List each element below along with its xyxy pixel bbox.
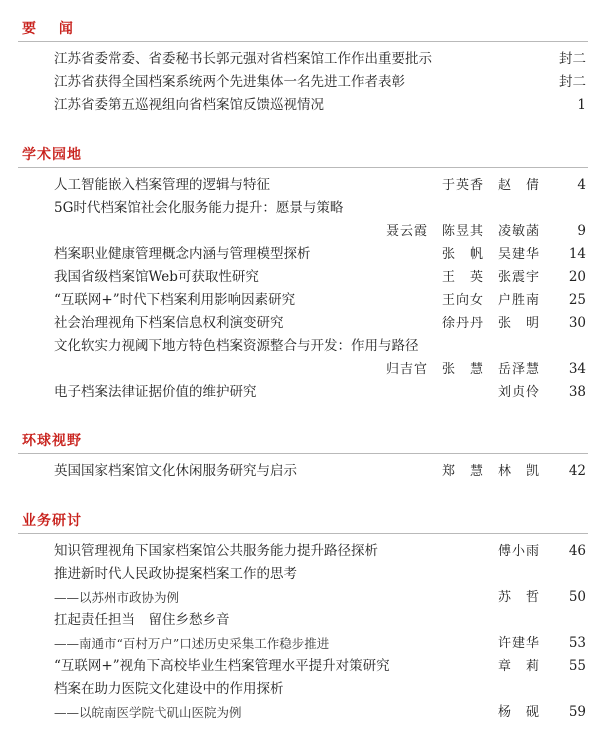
section-header (18, 430, 588, 454)
entry-title: “互联网+”视角下高校毕业生档案管理水平提升对策研究 (54, 658, 390, 674)
section-global (18, 430, 588, 483)
entry-title: 扛起责任担当 留住乡愁乡音 (54, 612, 230, 628)
section-header (18, 510, 588, 534)
section-academic (18, 144, 588, 404)
section-news (18, 18, 588, 117)
entry-author: 许建华 (497, 636, 540, 651)
entry-page: 9 (577, 223, 586, 239)
toc-entry[interactable] (18, 289, 588, 312)
entry-title: 5G时代档案馆社会化服务能力提升：愿景与策略 (54, 200, 344, 216)
toc-entry[interactable] (18, 678, 588, 701)
toc-entry[interactable] (18, 381, 588, 404)
entry-page: 25 (568, 292, 586, 308)
toc-entry[interactable] (18, 609, 588, 632)
entry-author: 章 莉 (497, 659, 540, 674)
toc-entry[interactable] (18, 174, 588, 197)
entry-title: 推进新时代人民政协提案档案工作的思考 (54, 566, 297, 582)
toc-entry-subtitle[interactable] (18, 586, 588, 609)
toc-entry[interactable] (18, 563, 588, 586)
entry-title: 江苏省委第五巡视组向省档案馆反馈巡视情况 (54, 97, 324, 113)
entry-author: 郑 慧 林 凯 (441, 464, 540, 479)
entry-title: 社会治理视角下档案信息权利演变研究 (54, 315, 284, 331)
entry-author: 刘贞伶 (497, 385, 540, 400)
entry-title: 档案职业健康管理概念内涵与管理模型探析 (54, 246, 311, 262)
entry-title: 档案在助力医院文化建设中的作用探析 (54, 681, 284, 697)
entry-page: 封二 (559, 74, 586, 90)
toc-entry-continuation[interactable] (18, 358, 588, 381)
entry-author: 归吉官 张 慧 岳泽慧 (385, 362, 540, 377)
section-header (18, 18, 588, 42)
section-practice (18, 510, 588, 724)
entry-page: 封二 (559, 51, 586, 67)
section-title: 业务研讨 (22, 513, 82, 529)
section-title: 环球视野 (22, 433, 82, 449)
toc-entry-subtitle[interactable] (18, 632, 588, 655)
section-title: 要 闻 (22, 21, 82, 37)
toc-entry[interactable] (18, 94, 588, 117)
toc-entry[interactable] (18, 540, 588, 563)
toc-entry[interactable] (18, 266, 588, 289)
entry-author: 王 英 张震宇 (441, 270, 540, 285)
entry-title: 英国国家档案馆文化休闲服务研究与启示 (54, 463, 297, 479)
entry-author: 苏 哲 (497, 590, 540, 605)
entry-page: 20 (568, 269, 586, 285)
entry-page: 53 (568, 635, 586, 651)
toc-entry-subtitle[interactable] (18, 701, 588, 724)
entry-title: 江苏省委常委、省委秘书长郭元强对省档案馆工作作出重要批示 (54, 51, 432, 67)
section-header (18, 144, 588, 168)
toc-entry[interactable] (18, 335, 588, 358)
entry-title: 电子档案法律证据价值的维护研究 (54, 384, 257, 400)
entry-page: 34 (568, 361, 586, 377)
toc-entry[interactable] (18, 71, 588, 94)
entry-subtitle: ——以皖南医学院弋矶山医院为例 (54, 705, 242, 720)
entry-page: 59 (568, 704, 586, 720)
toc-entry[interactable] (18, 48, 588, 71)
entry-title: 人工智能嵌入档案管理的逻辑与特征 (54, 177, 270, 193)
toc-entry[interactable] (18, 243, 588, 266)
toc-entry-continuation[interactable] (18, 220, 588, 243)
entry-author: 傅小雨 (497, 544, 540, 559)
toc-entry[interactable] (18, 312, 588, 335)
entry-author: 王向女 户胜南 (441, 293, 540, 308)
entry-title: 我国省级档案馆Web可获取性研究 (54, 269, 259, 285)
entry-subtitle: ——南通市“百村万户”口述历史采集工作稳步推进 (54, 636, 330, 651)
entry-page: 30 (568, 315, 586, 331)
entry-page: 55 (568, 658, 586, 674)
entry-title: “互联网+”时代下档案利用影响因素研究 (54, 292, 296, 308)
toc-entry[interactable] (18, 655, 588, 678)
toc-entry[interactable] (18, 460, 588, 483)
entry-author: 徐丹丹 张 明 (441, 316, 540, 331)
entry-page: 50 (568, 589, 586, 605)
toc-entry[interactable] (18, 197, 588, 220)
entry-page: 38 (568, 384, 586, 400)
entry-page: 46 (568, 543, 586, 559)
entry-subtitle: ——以苏州市政协为例 (54, 590, 180, 605)
entry-author: 于英香 赵 倩 (441, 178, 540, 193)
entry-title: 文化软实力视阈下地方特色档案资源整合与开发：作用与路径 (54, 338, 419, 354)
entry-page: 1 (577, 97, 586, 113)
entry-title: 知识管理视角下国家档案馆公共服务能力提升路径探析 (54, 543, 378, 559)
entry-page: 14 (568, 246, 586, 262)
entry-author: 张 帆 吴建华 (441, 247, 540, 262)
entry-author: 杨 砚 (497, 705, 540, 720)
entry-title: 江苏省获得全国档案系统两个先进集体一名先进工作者表彰 (54, 74, 405, 90)
section-title: 学术园地 (22, 147, 82, 163)
entry-author: 聂云霞 陈昱其 凌敏菡 (385, 224, 540, 239)
entry-page: 42 (568, 463, 586, 479)
entry-page: 4 (577, 177, 586, 193)
